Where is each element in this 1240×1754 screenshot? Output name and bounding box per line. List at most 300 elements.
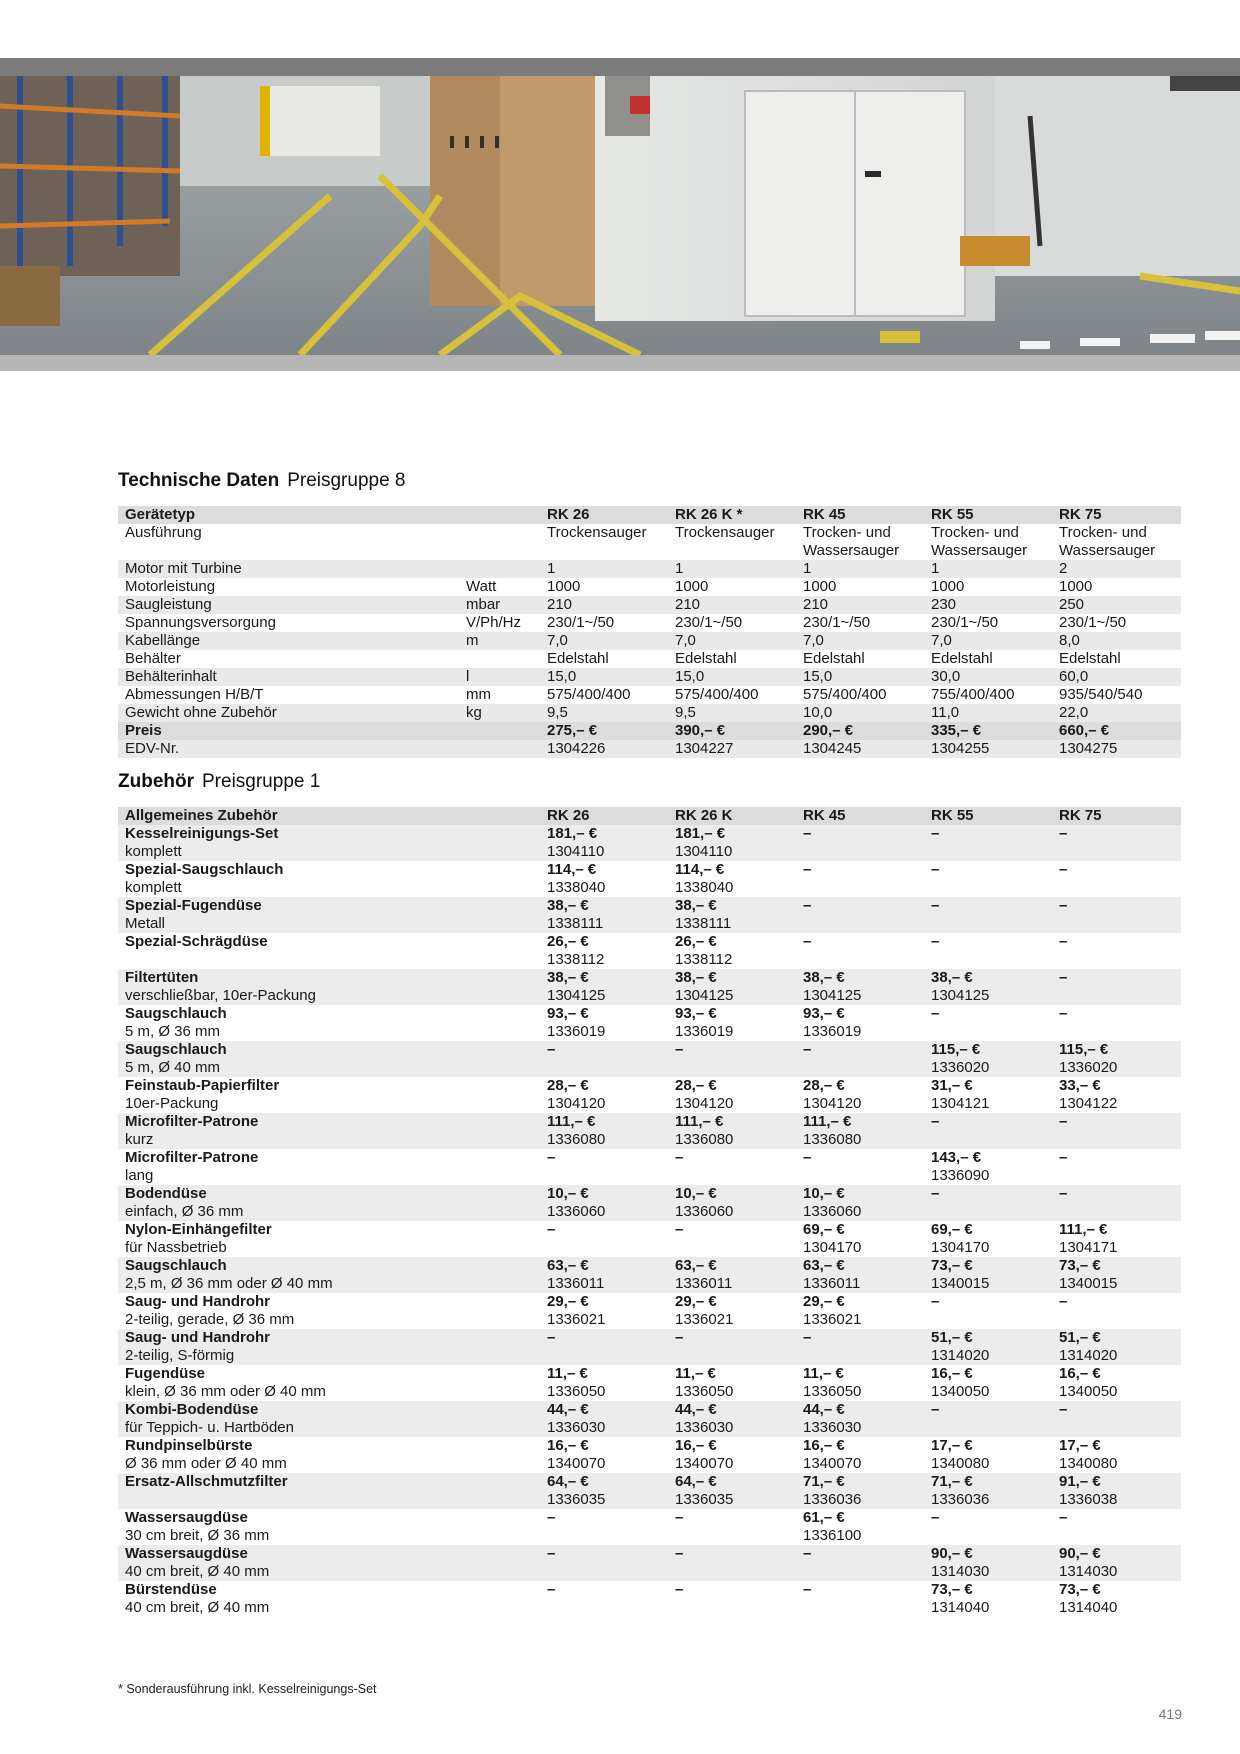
- acc-item-row: [118, 1365, 1181, 1383]
- acc-item-edv: 1336020: [924, 1059, 1052, 1077]
- acc-item-edv: [540, 1563, 668, 1581]
- acc-item-edv: [924, 915, 1052, 933]
- tech-row-value: 230/1~/50: [931, 614, 999, 631]
- tech-row-value: 1000: [675, 578, 709, 595]
- acc-item-price: 10,– €: [668, 1185, 796, 1203]
- acc-item-edv: [796, 843, 924, 861]
- acc-item-price: –: [668, 1545, 796, 1563]
- tech-row-value: 60,0: [1052, 668, 1181, 686]
- acc-item-price: 115,– €: [924, 1041, 1052, 1059]
- acc-item-edv: [668, 1347, 796, 1365]
- acc-item-edv: 1336021: [547, 1311, 606, 1328]
- acc-item-edv: 1304110: [668, 843, 796, 861]
- acc-item-price: –: [803, 933, 812, 950]
- acc-item-edv: 1338111: [668, 915, 796, 933]
- acc-item-row: [118, 1401, 1181, 1419]
- acc-item-edv: [1052, 1131, 1181, 1149]
- tech-table: [118, 506, 1181, 758]
- acc-item-subrow: [118, 1527, 1181, 1545]
- tech-row-value: Edelstahl: [1059, 650, 1121, 667]
- acc-item-edv: 1336035: [668, 1491, 796, 1509]
- acc-item-edv: 1336011: [668, 1275, 796, 1293]
- acc-item-edv: [668, 1527, 796, 1545]
- tech-row: [118, 596, 1181, 614]
- tech-price-value: 660,– €: [1052, 722, 1181, 740]
- acc-item-price: –: [924, 897, 1052, 915]
- tech-row-value: Trocken- und Wassersauger: [1059, 524, 1156, 559]
- acc-header-model: RK 45: [796, 807, 924, 825]
- tech-row-value: Trocken- und Wassersauger: [931, 524, 1028, 559]
- acc-item-desc: einfach, Ø 36 mm: [118, 1203, 540, 1221]
- acc-item-row: [118, 1185, 1181, 1203]
- tech-row-value: 11,0: [924, 704, 1052, 722]
- acc-item-edv: [796, 1599, 924, 1617]
- acc-item-price: –: [931, 1293, 940, 1310]
- acc-item-desc: 5 m, Ø 36 mm: [125, 1023, 221, 1040]
- acc-item-edv: 1336011: [540, 1275, 668, 1293]
- acc-item-price: 71,– €: [796, 1473, 924, 1491]
- acc-header-label: Allgemeines Zubehör: [118, 807, 540, 825]
- acc-item-name: Microfilter-Patrone: [118, 1113, 540, 1131]
- tech-row: [118, 578, 1181, 596]
- acc-item-desc: für Nassbetrieb: [125, 1239, 227, 1256]
- acc-item-edv: 1338040: [547, 879, 606, 896]
- acc-item-price: 73,– €: [1052, 1257, 1181, 1275]
- tech-row-label: Abmessungen H/B/T: [125, 686, 264, 703]
- tech-row-value: 7,0: [668, 632, 796, 650]
- acc-item-price: 11,– €: [675, 1365, 716, 1382]
- acc-item-desc: 2-teilig, gerade, Ø 36 mm: [125, 1311, 295, 1328]
- acc-item-edv: [540, 1347, 668, 1365]
- header-top-bar: [0, 58, 1240, 76]
- acc-item-price: –: [1059, 933, 1068, 950]
- acc-item-edv: 1304170: [803, 1239, 862, 1256]
- acc-item-price: –: [803, 1149, 812, 1166]
- acc-item-edv: 1314030: [924, 1563, 1052, 1581]
- acc-item-edv: [1052, 1527, 1181, 1545]
- acc-item-price: 10,– €: [540, 1185, 668, 1203]
- acc-item-edv: [796, 1167, 924, 1185]
- acc-item-price: 26,– €: [547, 933, 589, 950]
- acc-item-price: –: [924, 1185, 1052, 1203]
- tech-row: [118, 650, 1181, 668]
- acc-item-row: [118, 1041, 1181, 1059]
- acc-item-price: 73,– €: [924, 1257, 1052, 1275]
- acc-item-edv: 1304125: [668, 987, 796, 1005]
- acc-item-edv: 1336100: [803, 1527, 862, 1544]
- acc-item-subrow: [118, 1563, 1181, 1581]
- acc-item-edv: 1336035: [540, 1491, 668, 1509]
- acc-item-name: Bürstendüse: [125, 1581, 217, 1598]
- acc-item-edv: 1340050: [1059, 1383, 1118, 1400]
- acc-item-edv: [796, 1059, 924, 1077]
- tech-row-value: 9,5: [540, 704, 668, 722]
- acc-item-edv: [668, 1239, 796, 1257]
- acc-item-price: –: [803, 861, 812, 878]
- acc-item-edv: [540, 1599, 668, 1617]
- acc-item-price: 11,– €: [803, 1365, 844, 1382]
- acc-item-name: Saugschlauch: [125, 1005, 227, 1022]
- acc-item-edv: 1314020: [924, 1347, 1052, 1365]
- acc-item-desc: komplett: [118, 843, 540, 861]
- tech-row-value: 1: [540, 560, 668, 578]
- acc-item-edv: 1340080: [1059, 1455, 1118, 1472]
- acc-item-subrow: [118, 879, 1181, 897]
- acc-item-edv: [796, 879, 924, 897]
- acc-item-name: Saug- und Handrohr: [118, 1329, 540, 1347]
- acc-item-subrow: [118, 1383, 1181, 1401]
- acc-item-price: –: [540, 1545, 668, 1563]
- tech-row-unit: [459, 650, 540, 668]
- acc-item-price: 29,– €: [547, 1293, 589, 1310]
- acc-item-edv: 1338040: [675, 879, 734, 896]
- acc-item-price: –: [1052, 969, 1181, 987]
- acc-item-edv: 1336090: [931, 1167, 990, 1184]
- acc-item-row: [118, 933, 1181, 951]
- acc-item-desc: 5 m, Ø 40 mm: [118, 1059, 540, 1077]
- acc-item-row: [118, 1293, 1181, 1311]
- acc-item-edv: 1314040: [931, 1599, 990, 1616]
- tech-row-value: 230: [924, 596, 1052, 614]
- acc-item-price: 31,– €: [931, 1077, 973, 1094]
- acc-item-edv: 1304125: [796, 987, 924, 1005]
- acc-item-price: 51,– €: [1052, 1329, 1181, 1347]
- acc-item-edv: [924, 1311, 1052, 1329]
- tech-row-value: 22,0: [1052, 704, 1181, 722]
- acc-item-subrow: [118, 1095, 1181, 1113]
- tech-row: [118, 524, 1181, 560]
- tech-row: [118, 704, 1181, 722]
- acc-item-price: 91,– €: [1052, 1473, 1181, 1491]
- acc-item-price: –: [1059, 1005, 1068, 1022]
- acc-item-price: 63,– €: [796, 1257, 924, 1275]
- acc-item-edv: [796, 915, 924, 933]
- tech-edv-row: [118, 740, 1181, 758]
- tech-row-value: 230/1~/50: [675, 614, 743, 631]
- acc-item-name: Rundpinselbürste: [125, 1437, 253, 1454]
- acc-item-subrow: [118, 1059, 1181, 1077]
- tech-row-label: Saugleistung: [118, 596, 459, 614]
- tech-row-value: 935/540/540: [1059, 686, 1143, 703]
- acc-item-price: 44,– €: [668, 1401, 796, 1419]
- acc-item-subrow: [118, 1131, 1181, 1149]
- acc-item-row: [118, 1545, 1181, 1563]
- tech-subtitle: Preisgruppe 8: [287, 470, 406, 491]
- tech-row-label: Kabellänge: [118, 632, 459, 650]
- tech-row-label: Motorleistung: [125, 578, 216, 595]
- acc-item-subrow: [118, 951, 1181, 969]
- acc-item-edv: [796, 951, 924, 969]
- tech-row: [118, 632, 1181, 650]
- acc-item-row: [118, 1005, 1181, 1023]
- acc-item-price: –: [675, 1581, 684, 1598]
- acc-item-name: Bodendüse: [118, 1185, 540, 1203]
- acc-item-price: –: [924, 1401, 1052, 1419]
- acc-item-price: 38,– €: [924, 969, 1052, 987]
- acc-item-desc: 30 cm breit, Ø 36 mm: [125, 1527, 270, 1544]
- tech-price-value: 290,– €: [796, 722, 924, 740]
- acc-item-desc: komplett: [125, 879, 182, 896]
- tech-header-row: [118, 506, 1181, 524]
- acc-item-edv: 1336080: [668, 1131, 796, 1149]
- tech-row-value: 10,0: [796, 704, 924, 722]
- acc-item-price: 111,– €: [796, 1113, 924, 1131]
- acc-item-price: –: [931, 933, 940, 950]
- acc-item-price: 38,– €: [668, 897, 796, 915]
- acc-item-subrow: [118, 915, 1181, 933]
- accessories-table: [118, 807, 1181, 1617]
- acc-item-price: 38,– €: [540, 897, 668, 915]
- tech-price-label: Preis: [118, 722, 459, 740]
- tech-row-value: Edelstahl: [675, 650, 737, 667]
- acc-item-name: Spezial-Saugschlauch: [125, 861, 284, 878]
- acc-item-edv: [668, 1599, 796, 1617]
- acc-title: Zubehör: [118, 771, 194, 792]
- tech-edv-value: 1304275: [1052, 740, 1181, 758]
- acc-item-price: 111,– €: [1059, 1221, 1108, 1238]
- acc-item-price: 69,– €: [803, 1221, 845, 1238]
- acc-item-edv: [924, 843, 1052, 861]
- tech-row: [118, 614, 1181, 632]
- acc-item-price: –: [1059, 1293, 1068, 1310]
- acc-item-price: 17,– €: [1059, 1437, 1101, 1454]
- tech-row-value: 15,0: [540, 668, 668, 686]
- acc-item-edv: [796, 1347, 924, 1365]
- tech-row-unit: m: [459, 632, 540, 650]
- tech-header-model: RK 45: [796, 506, 924, 524]
- acc-item-name: Wassersaugdüse: [125, 1509, 248, 1526]
- acc-item-desc: [118, 1491, 540, 1509]
- acc-item-edv: [924, 1419, 1052, 1437]
- acc-item-edv: 1336019: [675, 1023, 734, 1040]
- acc-item-edv: 1304171: [1059, 1239, 1118, 1256]
- acc-item-price: 111,– €: [668, 1113, 796, 1131]
- acc-item-price: –: [547, 1581, 556, 1598]
- acc-item-price: 28,– €: [547, 1077, 589, 1094]
- acc-item-edv: 1304125: [924, 987, 1052, 1005]
- acc-item-subrow: [118, 1239, 1181, 1257]
- acc-item-edv: 1304122: [1059, 1095, 1118, 1112]
- tech-row-value: Trockensauger: [675, 524, 775, 541]
- acc-item-name: Saug- und Handrohr: [125, 1293, 270, 1310]
- tech-row: [118, 668, 1181, 686]
- acc-item-price: –: [931, 1509, 940, 1526]
- acc-item-subrow: [118, 1419, 1181, 1437]
- acc-item-price: 90,– €: [924, 1545, 1052, 1563]
- acc-item-subrow: [118, 1491, 1181, 1509]
- acc-item-edv: 1336060: [796, 1203, 924, 1221]
- acc-item-desc: 40 cm breit, Ø 40 mm: [125, 1599, 270, 1616]
- tech-row-value: 7,0: [796, 632, 924, 650]
- tech-row-unit: [459, 524, 540, 560]
- tech-row-value: 1000: [931, 578, 965, 595]
- footnote: * Sonderausführung inkl. Kesselreinigungs-Set: [118, 1682, 377, 1696]
- acc-item-edv: 1336011: [796, 1275, 924, 1293]
- acc-item-price: 38,– €: [796, 969, 924, 987]
- tech-edv-value: 1304227: [668, 740, 796, 758]
- tech-price-value: 275,– €: [540, 722, 668, 740]
- acc-item-price: 61,– €: [803, 1509, 845, 1526]
- tech-row-value: 8,0: [1052, 632, 1181, 650]
- acc-item-price: –: [540, 1041, 668, 1059]
- acc-item-price: 71,– €: [924, 1473, 1052, 1491]
- acc-item-price: –: [1052, 1185, 1181, 1203]
- tech-row-value: 230/1~/50: [547, 614, 615, 631]
- acc-item-edv: [924, 1527, 1052, 1545]
- acc-item-row: [118, 969, 1181, 987]
- acc-item-price: –: [796, 897, 924, 915]
- acc-item-desc: verschließbar, 10er-Packung: [118, 987, 540, 1005]
- acc-item-row: [118, 1581, 1181, 1599]
- acc-item-price: 29,– €: [803, 1293, 845, 1310]
- acc-item-price: 28,– €: [803, 1077, 845, 1094]
- acc-item-edv: 1314030: [1052, 1563, 1181, 1581]
- acc-item-subrow: [118, 1275, 1181, 1293]
- acc-item-price: 38,– €: [540, 969, 668, 987]
- tech-price-value: 335,– €: [924, 722, 1052, 740]
- acc-item-edv: [924, 879, 1052, 897]
- acc-item-edv: 1304121: [931, 1095, 990, 1112]
- acc-item-edv: 1336019: [803, 1023, 862, 1040]
- acc-item-price: –: [547, 1509, 556, 1526]
- acc-item-row: [118, 1437, 1181, 1455]
- acc-item-desc: 2,5 m, Ø 36 mm oder Ø 40 mm: [118, 1275, 540, 1293]
- acc-item-edv: [796, 1563, 924, 1581]
- acc-item-edv: 1304120: [675, 1095, 734, 1112]
- tech-row-value: 250: [1052, 596, 1181, 614]
- acc-item-edv: 1340050: [931, 1383, 990, 1400]
- acc-item-subrow: [118, 1455, 1181, 1473]
- acc-item-edv: 1340080: [931, 1455, 990, 1472]
- acc-item-price: 93,– €: [547, 1005, 589, 1022]
- acc-item-edv: 1304120: [547, 1095, 606, 1112]
- acc-item-row: [118, 1077, 1181, 1095]
- acc-item-subrow: [118, 1167, 1181, 1185]
- acc-item-price: 90,– €: [1052, 1545, 1181, 1563]
- tech-row-value: 755/400/400: [931, 686, 1015, 703]
- acc-item-edv: 1340070: [675, 1455, 734, 1472]
- tech-row-value: 1000: [1059, 578, 1093, 595]
- acc-item-edv: 1304110: [540, 843, 668, 861]
- acc-item-edv: [1052, 1419, 1181, 1437]
- tech-edv-unit: [459, 740, 540, 758]
- tech-row-label: Behälter: [125, 650, 181, 667]
- tech-price-value: 390,– €: [668, 722, 796, 740]
- acc-item-price: 143,– €: [931, 1149, 982, 1166]
- acc-header-model: RK 26 K: [668, 807, 796, 825]
- tech-row-value: 575/400/400: [675, 686, 759, 703]
- acc-item-price: 114,– €: [547, 861, 597, 878]
- acc-item-price: –: [675, 1221, 684, 1238]
- acc-item-edv: 1304125: [540, 987, 668, 1005]
- acc-item-edv: 1336030: [668, 1419, 796, 1437]
- acc-item-subrow: [118, 1203, 1181, 1221]
- acc-item-edv: [668, 1167, 796, 1185]
- acc-item-price: 63,– €: [540, 1257, 668, 1275]
- acc-item-edv: [540, 1239, 668, 1257]
- acc-item-name: Microfilter-Patrone: [125, 1149, 259, 1166]
- acc-item-price: 63,– €: [668, 1257, 796, 1275]
- acc-item-price: 28,– €: [675, 1077, 717, 1094]
- acc-item-edv: [1052, 1167, 1181, 1185]
- acc-item-edv: 1336050: [803, 1383, 862, 1400]
- tech-edv-value: 1304226: [540, 740, 668, 758]
- acc-item-edv: 1338111: [540, 915, 668, 933]
- acc-item-edv: 1314040: [1059, 1599, 1118, 1616]
- acc-item-price: 51,– €: [924, 1329, 1052, 1347]
- acc-item-row: [118, 1221, 1181, 1239]
- acc-item-name: Fugendüse: [125, 1365, 206, 1382]
- acc-item-row: [118, 825, 1181, 843]
- tech-row-value: 230/1~/50: [1059, 614, 1127, 631]
- tech-row-unit: mm: [466, 686, 491, 703]
- tech-row-value: 9,5: [668, 704, 796, 722]
- acc-item-row: [118, 1509, 1181, 1527]
- acc-item-price: 26,– €: [675, 933, 717, 950]
- acc-item-edv: [924, 951, 1052, 969]
- acc-item-price: 114,– €: [675, 861, 725, 878]
- tech-row-value: 1000: [803, 578, 837, 595]
- acc-item-edv: [924, 1203, 1052, 1221]
- acc-item-row: [118, 1149, 1181, 1167]
- acc-item-price: –: [540, 1329, 668, 1347]
- acc-header-model: RK 55: [924, 807, 1052, 825]
- acc-item-price: 17,– €: [931, 1437, 973, 1454]
- acc-item-name: Saugschlauch: [118, 1041, 540, 1059]
- tech-row-label: Gewicht ohne Zubehör: [118, 704, 459, 722]
- tech-row-value: Edelstahl: [931, 650, 993, 667]
- acc-section-title: [118, 771, 320, 793]
- acc-item-row: [118, 861, 1181, 879]
- acc-item-price: –: [924, 825, 1052, 843]
- acc-item-price: 73,– €: [931, 1581, 973, 1598]
- acc-item-edv: 1336080: [540, 1131, 668, 1149]
- acc-item-subrow: [118, 1347, 1181, 1365]
- acc-item-name: Saugschlauch: [118, 1257, 540, 1275]
- acc-item-price: 73,– €: [1059, 1581, 1101, 1598]
- tech-row-unit: Watt: [466, 578, 497, 595]
- acc-item-edv: 1338112: [675, 951, 733, 968]
- acc-item-price: –: [675, 1149, 684, 1166]
- acc-item-price: 16,– €: [931, 1365, 973, 1382]
- tech-row-unit: V/Ph/Hz: [466, 614, 522, 631]
- acc-item-edv: [540, 1059, 668, 1077]
- acc-item-price: 38,– €: [668, 969, 796, 987]
- acc-item-name: Spezial-Schrägdüse: [125, 933, 268, 950]
- acc-item-desc: 40 cm breit, Ø 40 mm: [118, 1563, 540, 1581]
- acc-item-price: 16,– €: [1059, 1365, 1101, 1382]
- acc-item-price: 33,– €: [1059, 1077, 1101, 1094]
- acc-item-edv: 1338112: [547, 951, 605, 968]
- tech-row-value: 30,0: [924, 668, 1052, 686]
- acc-item-price: –: [1052, 1113, 1181, 1131]
- acc-header-model: RK 75: [1052, 807, 1181, 825]
- acc-item-price: 111,– €: [540, 1113, 668, 1131]
- acc-item-name: Filtertüten: [118, 969, 540, 987]
- acc-item-price: –: [675, 1509, 684, 1526]
- acc-item-price: 64,– €: [540, 1473, 668, 1491]
- acc-item-edv: 1336019: [547, 1023, 606, 1040]
- acc-item-price: 11,– €: [547, 1365, 588, 1382]
- tech-row-value: 230/1~/50: [803, 614, 871, 631]
- acc-item-price: –: [803, 1581, 812, 1598]
- acc-item-edv: 1340015: [924, 1275, 1052, 1293]
- acc-item-desc: kurz: [118, 1131, 540, 1149]
- tech-row-value: 15,0: [796, 668, 924, 686]
- acc-item-subrow: [118, 987, 1181, 1005]
- acc-item-desc: Ø 36 mm oder Ø 40 mm: [125, 1455, 287, 1472]
- tech-row-value: 15,0: [668, 668, 796, 686]
